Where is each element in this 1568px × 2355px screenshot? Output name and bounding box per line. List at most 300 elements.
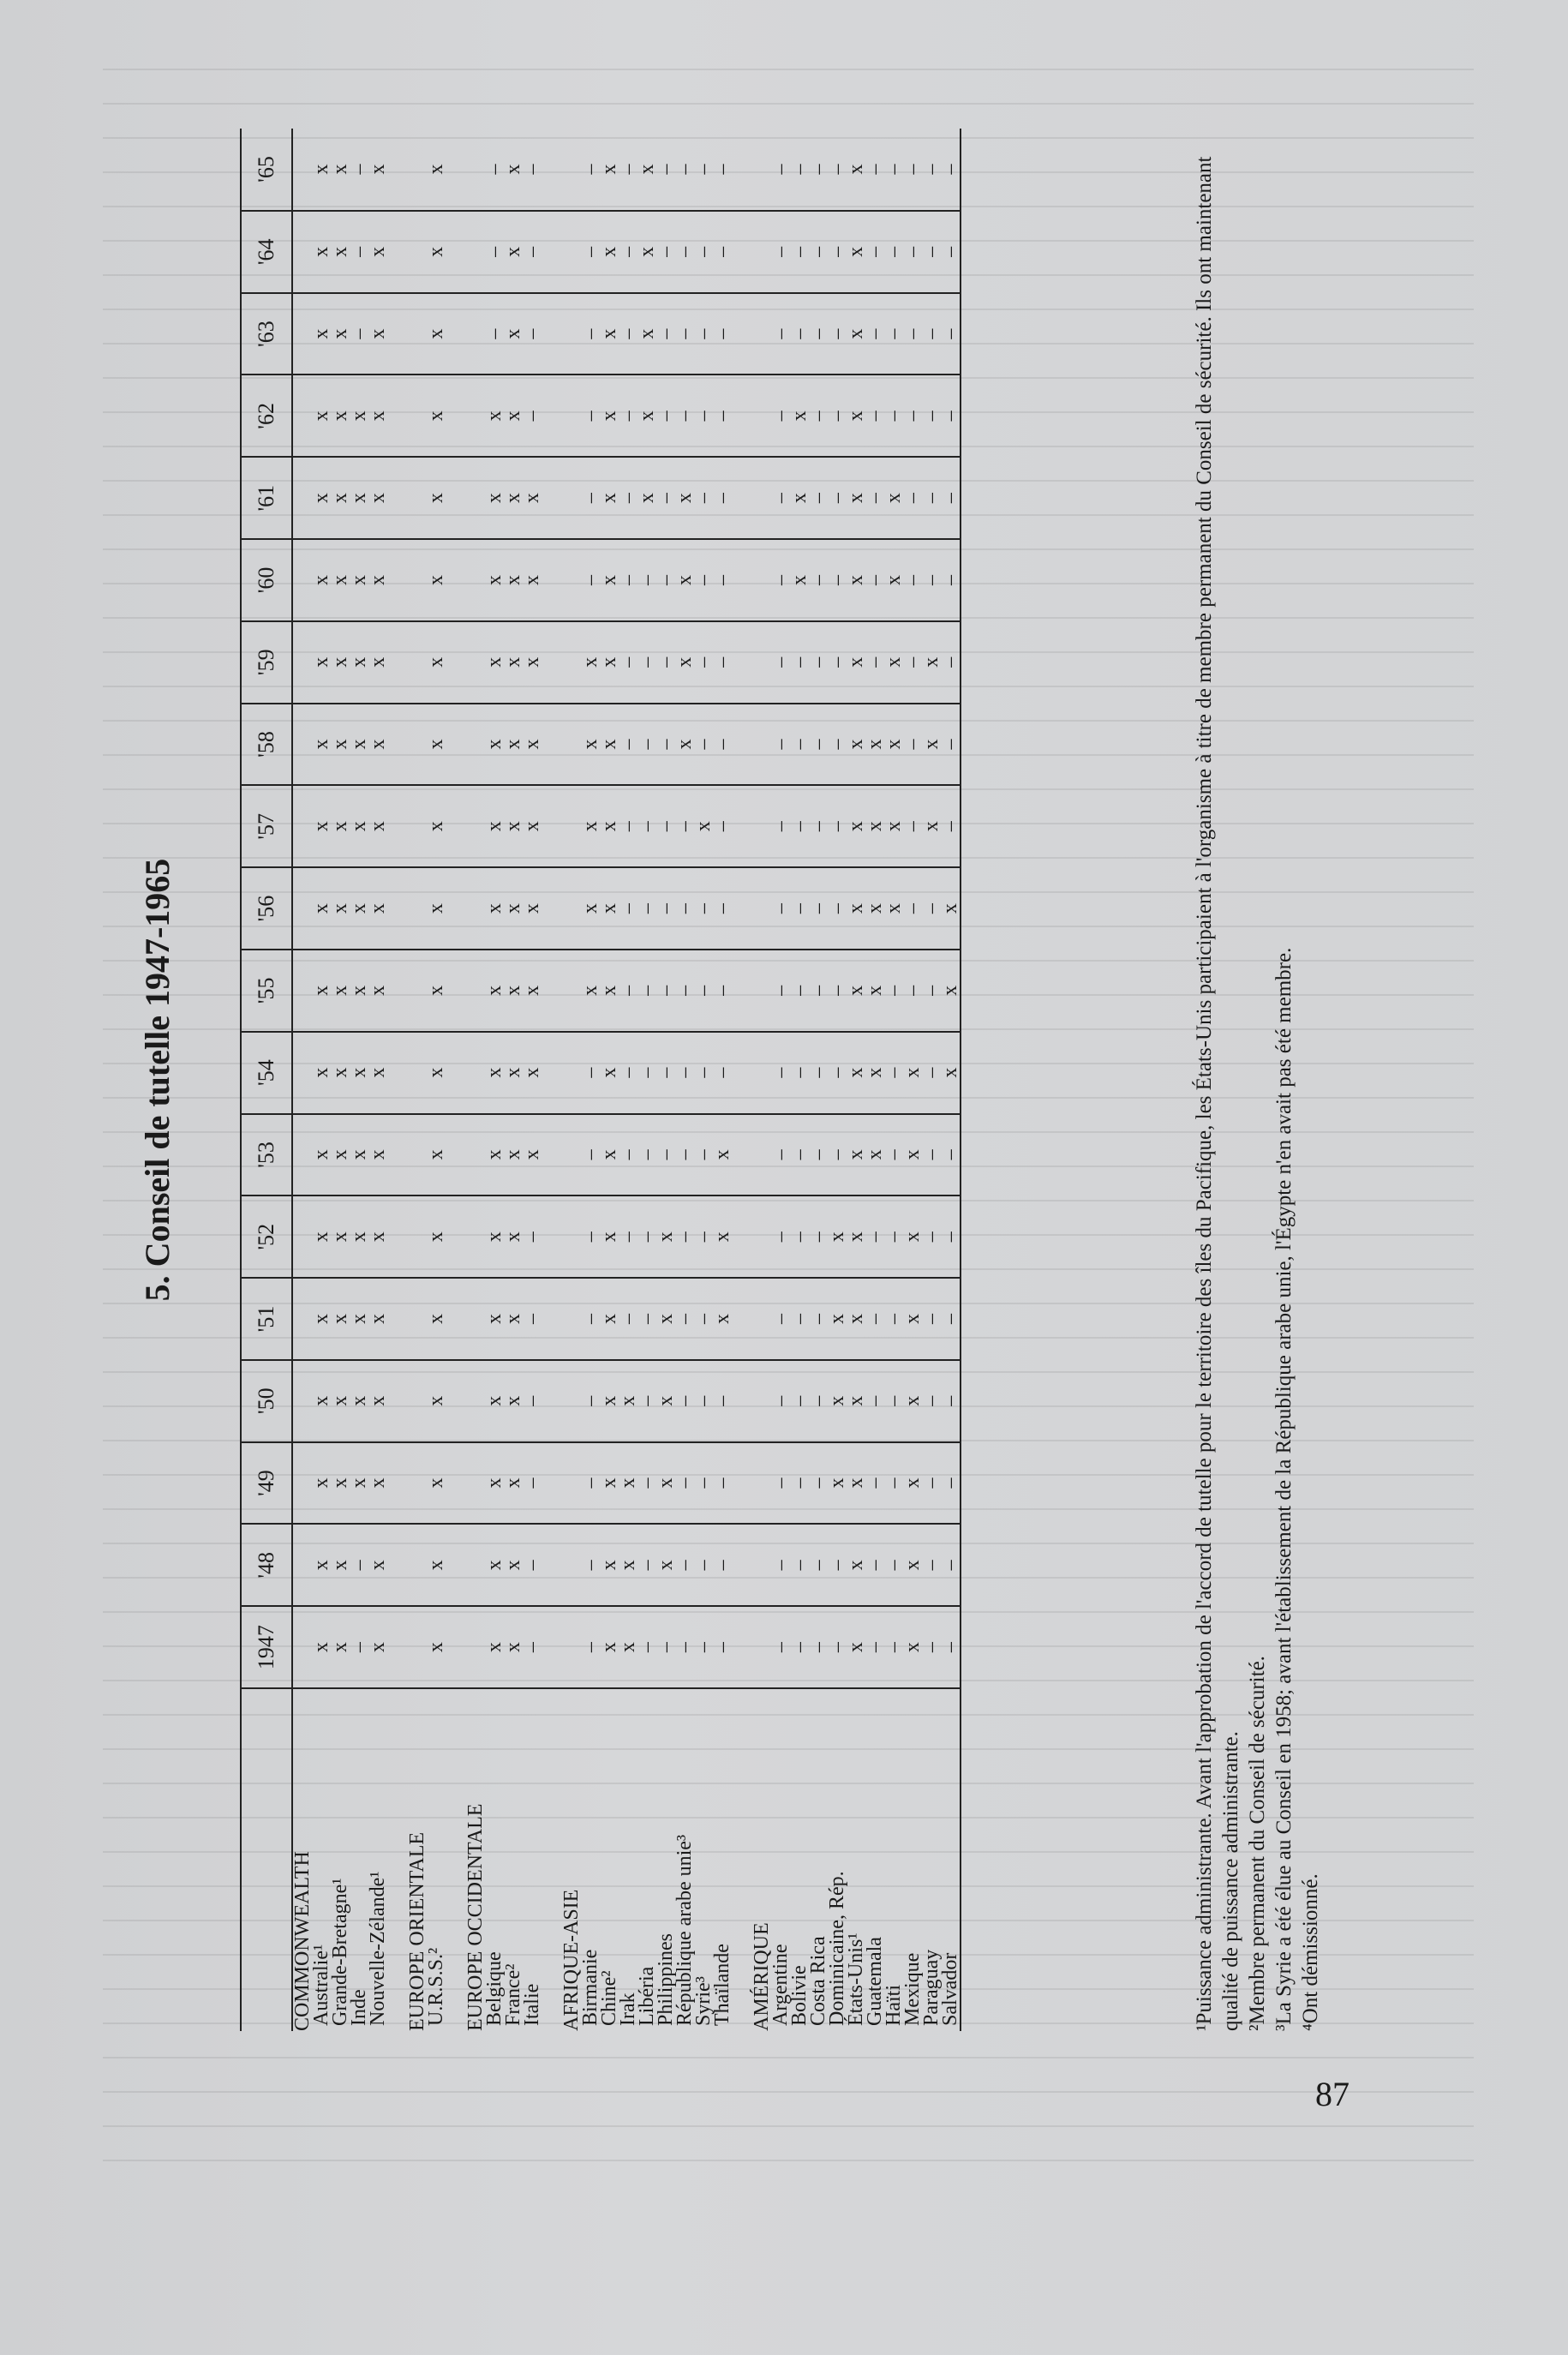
membership-cell: x bbox=[312, 1195, 331, 1278]
membership-cell: x bbox=[847, 1032, 865, 1114]
membership-cell bbox=[292, 457, 312, 539]
membership-cell: – bbox=[350, 1606, 368, 1688]
table-row bbox=[427, 129, 446, 2031]
membership-cell: – bbox=[790, 129, 809, 211]
membership-cell: – bbox=[828, 293, 847, 375]
membership-cell: – bbox=[884, 129, 903, 211]
membership-cell: x bbox=[350, 1114, 368, 1196]
membership-cell: – bbox=[809, 867, 828, 950]
membership-cell: – bbox=[941, 1524, 961, 1606]
membership-cell bbox=[562, 1278, 581, 1360]
membership-cell bbox=[562, 457, 581, 539]
membership-cell: – bbox=[675, 1278, 694, 1360]
membership-cell: – bbox=[694, 211, 713, 293]
membership-cell: – bbox=[809, 293, 828, 375]
spacer-cell bbox=[387, 539, 408, 621]
membership-cell: x bbox=[350, 1442, 368, 1525]
membership-cell: – bbox=[694, 867, 713, 950]
spacer-cell bbox=[732, 1360, 752, 1442]
membership-cell: – bbox=[713, 1524, 732, 1606]
membership-cell: x bbox=[331, 1032, 350, 1114]
membership-cell: x bbox=[485, 1278, 504, 1360]
membership-cell: – bbox=[941, 457, 961, 539]
membership-cell: x bbox=[312, 539, 331, 621]
membership-cell bbox=[562, 211, 581, 293]
membership-cell: – bbox=[790, 1524, 809, 1606]
membership-cell: – bbox=[771, 785, 790, 867]
membership-cell: x bbox=[600, 785, 619, 867]
membership-cell bbox=[292, 867, 312, 950]
membership-cell: x bbox=[368, 211, 387, 293]
membership-cell: x bbox=[523, 785, 542, 867]
membership-cell bbox=[562, 129, 581, 211]
year-header: '56 bbox=[241, 867, 292, 950]
membership-cell: – bbox=[771, 621, 790, 704]
membership-cell bbox=[466, 1032, 485, 1114]
spacer-cell bbox=[542, 704, 562, 786]
membership-cell: x bbox=[485, 1195, 504, 1278]
membership-cell: x bbox=[790, 375, 809, 458]
membership-cell: – bbox=[694, 293, 713, 375]
membership-cell: – bbox=[713, 704, 732, 786]
membership-cell: – bbox=[713, 1032, 732, 1114]
year-header: 1947 bbox=[241, 1606, 292, 1688]
spacer-cell bbox=[542, 129, 562, 211]
membership-cell bbox=[408, 1524, 427, 1606]
country-name: Chine² bbox=[598, 1970, 620, 2026]
membership-cell: – bbox=[809, 704, 828, 786]
membership-cell: x bbox=[619, 1360, 637, 1442]
membership-cell: x bbox=[600, 621, 619, 704]
spacer-row bbox=[446, 129, 466, 2031]
membership-cell: – bbox=[713, 211, 732, 293]
membership-cell: – bbox=[694, 1442, 713, 1525]
membership-cell: – bbox=[675, 950, 694, 1032]
membership-cell: – bbox=[809, 1360, 828, 1442]
membership-cell: x bbox=[656, 1278, 675, 1360]
membership-cell: – bbox=[656, 1606, 675, 1688]
membership-cell bbox=[408, 1360, 427, 1442]
membership-cell: x bbox=[331, 1195, 350, 1278]
membership-cell: – bbox=[637, 1606, 656, 1688]
membership-cell: x bbox=[427, 211, 446, 293]
membership-cell: x bbox=[312, 211, 331, 293]
membership-cell: – bbox=[941, 539, 961, 621]
membership-cell: x bbox=[331, 785, 350, 867]
country-name: Birmanie bbox=[579, 1949, 601, 2026]
membership-cell: – bbox=[656, 539, 675, 621]
spacer-cell bbox=[446, 457, 466, 539]
spacer-cell bbox=[732, 129, 752, 211]
spacer-cell bbox=[387, 375, 408, 458]
membership-cell bbox=[466, 1524, 485, 1606]
spacer-cell bbox=[542, 539, 562, 621]
membership-cell: – bbox=[790, 621, 809, 704]
membership-cell: – bbox=[771, 1524, 790, 1606]
membership-cell: – bbox=[619, 1114, 637, 1196]
table-row bbox=[790, 129, 809, 2031]
membership-cell: x bbox=[903, 1360, 922, 1442]
membership-cell: – bbox=[485, 211, 504, 293]
membership-cell: – bbox=[771, 1032, 790, 1114]
country-name: Haïti bbox=[883, 1985, 905, 2026]
membership-cell: – bbox=[865, 1442, 884, 1525]
membership-cell: – bbox=[790, 1278, 809, 1360]
membership-cell: – bbox=[713, 539, 732, 621]
membership-cell: x bbox=[331, 129, 350, 211]
membership-cell bbox=[408, 1278, 427, 1360]
membership-cell: x bbox=[485, 950, 504, 1032]
membership-cell: – bbox=[694, 1524, 713, 1606]
membership-cell: x bbox=[523, 539, 542, 621]
membership-cell: – bbox=[903, 457, 922, 539]
membership-cell: x bbox=[694, 785, 713, 867]
membership-cell: x bbox=[331, 1360, 350, 1442]
membership-cell: x bbox=[637, 293, 656, 375]
membership-cell bbox=[466, 1442, 485, 1525]
membership-cell: x bbox=[884, 621, 903, 704]
membership-cell: x bbox=[350, 704, 368, 786]
spacer-cell bbox=[542, 785, 562, 867]
membership-cell bbox=[466, 457, 485, 539]
membership-cell: x bbox=[427, 457, 446, 539]
membership-cell: x bbox=[350, 867, 368, 950]
membership-cell: – bbox=[941, 129, 961, 211]
membership-cell: x bbox=[713, 1195, 732, 1278]
spacer-cell bbox=[542, 1278, 562, 1360]
membership-cell bbox=[752, 621, 771, 704]
membership-cell bbox=[292, 1524, 312, 1606]
membership-cell: – bbox=[656, 129, 675, 211]
membership-cell: – bbox=[809, 457, 828, 539]
membership-cell: x bbox=[485, 1524, 504, 1606]
membership-cell: – bbox=[637, 1032, 656, 1114]
membership-cell: – bbox=[941, 293, 961, 375]
membership-cell bbox=[562, 539, 581, 621]
spacer-cell bbox=[446, 785, 466, 867]
membership-cell: – bbox=[581, 539, 600, 621]
membership-cell: x bbox=[312, 704, 331, 786]
table-row bbox=[504, 129, 523, 2031]
membership-cell bbox=[752, 950, 771, 1032]
membership-cell: x bbox=[368, 375, 387, 458]
spacer-cell bbox=[732, 621, 752, 704]
spacer-cell bbox=[542, 867, 562, 950]
membership-cell: – bbox=[865, 211, 884, 293]
membership-cell: x bbox=[581, 867, 600, 950]
membership-cell: x bbox=[368, 1114, 387, 1196]
membership-cell: x bbox=[523, 867, 542, 950]
membership-cell: – bbox=[790, 1195, 809, 1278]
country-name: Dominicaine, Rép. bbox=[826, 1871, 848, 2026]
membership-cell bbox=[752, 293, 771, 375]
membership-cell: x bbox=[637, 129, 656, 211]
country-name: Guatemala bbox=[864, 1937, 886, 2026]
membership-cell: x bbox=[331, 950, 350, 1032]
membership-cell bbox=[408, 293, 427, 375]
spacer-cell bbox=[732, 1442, 752, 1525]
membership-cell: – bbox=[865, 1195, 884, 1278]
group-row bbox=[292, 129, 312, 2031]
membership-cell: x bbox=[350, 1360, 368, 1442]
membership-cell: x bbox=[847, 375, 865, 458]
membership-cell: – bbox=[809, 1442, 828, 1525]
membership-cell: x bbox=[312, 621, 331, 704]
membership-cell: x bbox=[504, 375, 523, 458]
membership-cell: x bbox=[331, 539, 350, 621]
country-name: Argentine bbox=[769, 1944, 792, 2026]
membership-cell: – bbox=[713, 1442, 732, 1525]
membership-cell: – bbox=[637, 950, 656, 1032]
membership-cell: – bbox=[941, 375, 961, 458]
membership-cell: x bbox=[427, 704, 446, 786]
membership-cell: x bbox=[312, 1606, 331, 1688]
country-name: Belgique bbox=[483, 1951, 506, 2026]
country-name: Grande-Bretagne¹ bbox=[329, 1878, 351, 2026]
country-name: Thaïlande bbox=[711, 1944, 733, 2026]
membership-cell: – bbox=[884, 211, 903, 293]
membership-cell: – bbox=[771, 211, 790, 293]
membership-cell: x bbox=[847, 1360, 865, 1442]
membership-cell: – bbox=[581, 1278, 600, 1360]
membership-cell: x bbox=[847, 1195, 865, 1278]
spacer-cell bbox=[732, 457, 752, 539]
country-name: Italie bbox=[521, 1983, 543, 2026]
spacer-cell bbox=[387, 867, 408, 950]
country-name: République arabe unie³ bbox=[673, 1834, 696, 2026]
spacer-cell bbox=[387, 704, 408, 786]
membership-cell bbox=[562, 704, 581, 786]
membership-cell: – bbox=[581, 293, 600, 375]
membership-cell: – bbox=[903, 867, 922, 950]
membership-cell: x bbox=[847, 457, 865, 539]
membership-cell: x bbox=[485, 375, 504, 458]
membership-cell: x bbox=[884, 785, 903, 867]
membership-cell bbox=[466, 1360, 485, 1442]
membership-cell: – bbox=[771, 457, 790, 539]
membership-cell: – bbox=[771, 704, 790, 786]
spacer-cell bbox=[387, 457, 408, 539]
membership-cell: x bbox=[600, 1278, 619, 1360]
membership-cell bbox=[562, 621, 581, 704]
membership-cell: x bbox=[941, 1032, 961, 1114]
membership-cell: x bbox=[941, 867, 961, 950]
table-row bbox=[619, 129, 637, 2031]
membership-cell: x bbox=[600, 1524, 619, 1606]
membership-cell bbox=[466, 293, 485, 375]
membership-cell: – bbox=[903, 375, 922, 458]
membership-cell: x bbox=[504, 211, 523, 293]
membership-cell: – bbox=[637, 1442, 656, 1525]
membership-cell: – bbox=[581, 1606, 600, 1688]
membership-cell: x bbox=[485, 621, 504, 704]
membership-cell: – bbox=[828, 1606, 847, 1688]
membership-cell: x bbox=[865, 867, 884, 950]
membership-cell: x bbox=[368, 950, 387, 1032]
membership-cell: – bbox=[865, 1606, 884, 1688]
country-name: Irak bbox=[617, 1992, 639, 2026]
membership-cell: – bbox=[694, 375, 713, 458]
country-name: France² bbox=[502, 1963, 524, 2026]
membership-cell: x bbox=[427, 539, 446, 621]
membership-cell: – bbox=[581, 1195, 600, 1278]
membership-cell: x bbox=[427, 129, 446, 211]
membership-cell bbox=[292, 704, 312, 786]
membership-cell: – bbox=[941, 1195, 961, 1278]
membership-cell: x bbox=[941, 950, 961, 1032]
membership-cell: – bbox=[771, 1278, 790, 1360]
membership-cell bbox=[466, 1195, 485, 1278]
membership-cell: x bbox=[350, 785, 368, 867]
membership-cell: x bbox=[828, 1360, 847, 1442]
spacer-cell bbox=[387, 950, 408, 1032]
membership-cell: – bbox=[713, 1606, 732, 1688]
membership-cell: – bbox=[619, 621, 637, 704]
membership-cell: x bbox=[903, 1114, 922, 1196]
table-row bbox=[809, 129, 828, 2031]
table-row bbox=[884, 129, 903, 2031]
spacer-cell bbox=[446, 1524, 466, 1606]
membership-cell: – bbox=[941, 621, 961, 704]
spacer-cell bbox=[387, 1442, 408, 1525]
membership-cell: – bbox=[922, 950, 941, 1032]
membership-cell: x bbox=[600, 1606, 619, 1688]
membership-cell: – bbox=[523, 293, 542, 375]
membership-cell: x bbox=[427, 1114, 446, 1196]
membership-cell: x bbox=[637, 211, 656, 293]
membership-cell: – bbox=[656, 621, 675, 704]
membership-cell bbox=[292, 539, 312, 621]
membership-cell: x bbox=[922, 704, 941, 786]
membership-cell: – bbox=[350, 1524, 368, 1606]
membership-cell: – bbox=[675, 785, 694, 867]
membership-cell: – bbox=[865, 129, 884, 211]
membership-cell: – bbox=[884, 1278, 903, 1360]
spacer-cell bbox=[446, 950, 466, 1032]
membership-cell: x bbox=[504, 1114, 523, 1196]
membership-cell: – bbox=[828, 621, 847, 704]
membership-cell: x bbox=[368, 1032, 387, 1114]
membership-cell: – bbox=[903, 704, 922, 786]
membership-cell: x bbox=[350, 375, 368, 458]
membership-cell: x bbox=[331, 211, 350, 293]
year-header: '61 bbox=[241, 457, 292, 539]
membership-cell: x bbox=[427, 375, 446, 458]
spacer-cell bbox=[387, 1114, 408, 1196]
membership-cell: x bbox=[865, 1032, 884, 1114]
membership-cell: – bbox=[771, 950, 790, 1032]
membership-cell: x bbox=[847, 785, 865, 867]
spacer-cell bbox=[446, 621, 466, 704]
country-name: U.R.S.S.² bbox=[425, 1947, 447, 2026]
table-row bbox=[922, 129, 941, 2031]
membership-cell bbox=[466, 539, 485, 621]
membership-cell: – bbox=[941, 785, 961, 867]
table-row bbox=[713, 129, 732, 2031]
membership-cell: – bbox=[619, 950, 637, 1032]
table-row bbox=[637, 129, 656, 2031]
spacer-cell bbox=[387, 1195, 408, 1278]
membership-cell: – bbox=[922, 1278, 941, 1360]
membership-cell: x bbox=[600, 211, 619, 293]
membership-cell: – bbox=[619, 211, 637, 293]
membership-cell: – bbox=[771, 1442, 790, 1525]
membership-cell: x bbox=[847, 621, 865, 704]
membership-cell: x bbox=[619, 1606, 637, 1688]
membership-cell: x bbox=[523, 457, 542, 539]
membership-cell: x bbox=[523, 704, 542, 786]
membership-cell: x bbox=[523, 1032, 542, 1114]
footnotes bbox=[1191, 129, 1324, 2031]
membership-cell: – bbox=[656, 375, 675, 458]
membership-cell: – bbox=[884, 1606, 903, 1688]
membership-cell: x bbox=[427, 1442, 446, 1525]
membership-cell: – bbox=[790, 867, 809, 950]
membership-cell bbox=[466, 211, 485, 293]
membership-cell bbox=[292, 1032, 312, 1114]
spacer-cell bbox=[387, 1606, 408, 1688]
membership-cell bbox=[466, 704, 485, 786]
membership-cell: – bbox=[865, 621, 884, 704]
membership-cell: x bbox=[656, 1195, 675, 1278]
membership-cell: x bbox=[504, 621, 523, 704]
membership-cell: x bbox=[331, 375, 350, 458]
country-name: Paraguay bbox=[920, 1949, 943, 2026]
membership-cell: – bbox=[675, 211, 694, 293]
membership-cell bbox=[752, 457, 771, 539]
membership-cell: – bbox=[637, 1195, 656, 1278]
membership-cell: x bbox=[504, 129, 523, 211]
membership-cell: x bbox=[865, 1114, 884, 1196]
group-label: AMÉRIQUE bbox=[751, 1922, 773, 2031]
membership-cell: – bbox=[809, 1606, 828, 1688]
membership-cell: x bbox=[884, 457, 903, 539]
membership-cell: – bbox=[790, 293, 809, 375]
spacer-cell bbox=[542, 1360, 562, 1442]
membership-cell: – bbox=[865, 1360, 884, 1442]
spacer-cell bbox=[732, 1688, 752, 2031]
membership-cell bbox=[466, 129, 485, 211]
membership-cell: – bbox=[903, 211, 922, 293]
table-row bbox=[656, 129, 675, 2031]
membership-cell: x bbox=[331, 1442, 350, 1525]
membership-cell: – bbox=[713, 457, 732, 539]
membership-cell: – bbox=[675, 293, 694, 375]
year-header: '62 bbox=[241, 375, 292, 458]
membership-cell: – bbox=[790, 785, 809, 867]
country-name: Nouvelle-Zélande¹ bbox=[367, 1871, 389, 2026]
membership-cell: – bbox=[884, 1360, 903, 1442]
membership-cell: x bbox=[427, 867, 446, 950]
membership-cell: x bbox=[331, 867, 350, 950]
spacer-cell bbox=[732, 1195, 752, 1278]
membership-cell bbox=[408, 867, 427, 950]
membership-cell: x bbox=[922, 785, 941, 867]
membership-cell: – bbox=[903, 539, 922, 621]
membership-cell: x bbox=[427, 1278, 446, 1360]
spacer-cell bbox=[387, 211, 408, 293]
membership-cell: x bbox=[600, 1195, 619, 1278]
year-header: '51 bbox=[241, 1278, 292, 1360]
membership-cell: – bbox=[884, 293, 903, 375]
membership-cell: – bbox=[771, 375, 790, 458]
membership-cell bbox=[466, 621, 485, 704]
page-title: 5. Conseil de tutelle 1947-1965 bbox=[138, 858, 177, 1302]
membership-cell: – bbox=[619, 867, 637, 950]
membership-cell: x bbox=[504, 950, 523, 1032]
membership-cell: – bbox=[941, 1606, 961, 1688]
membership-cell: – bbox=[523, 1442, 542, 1525]
